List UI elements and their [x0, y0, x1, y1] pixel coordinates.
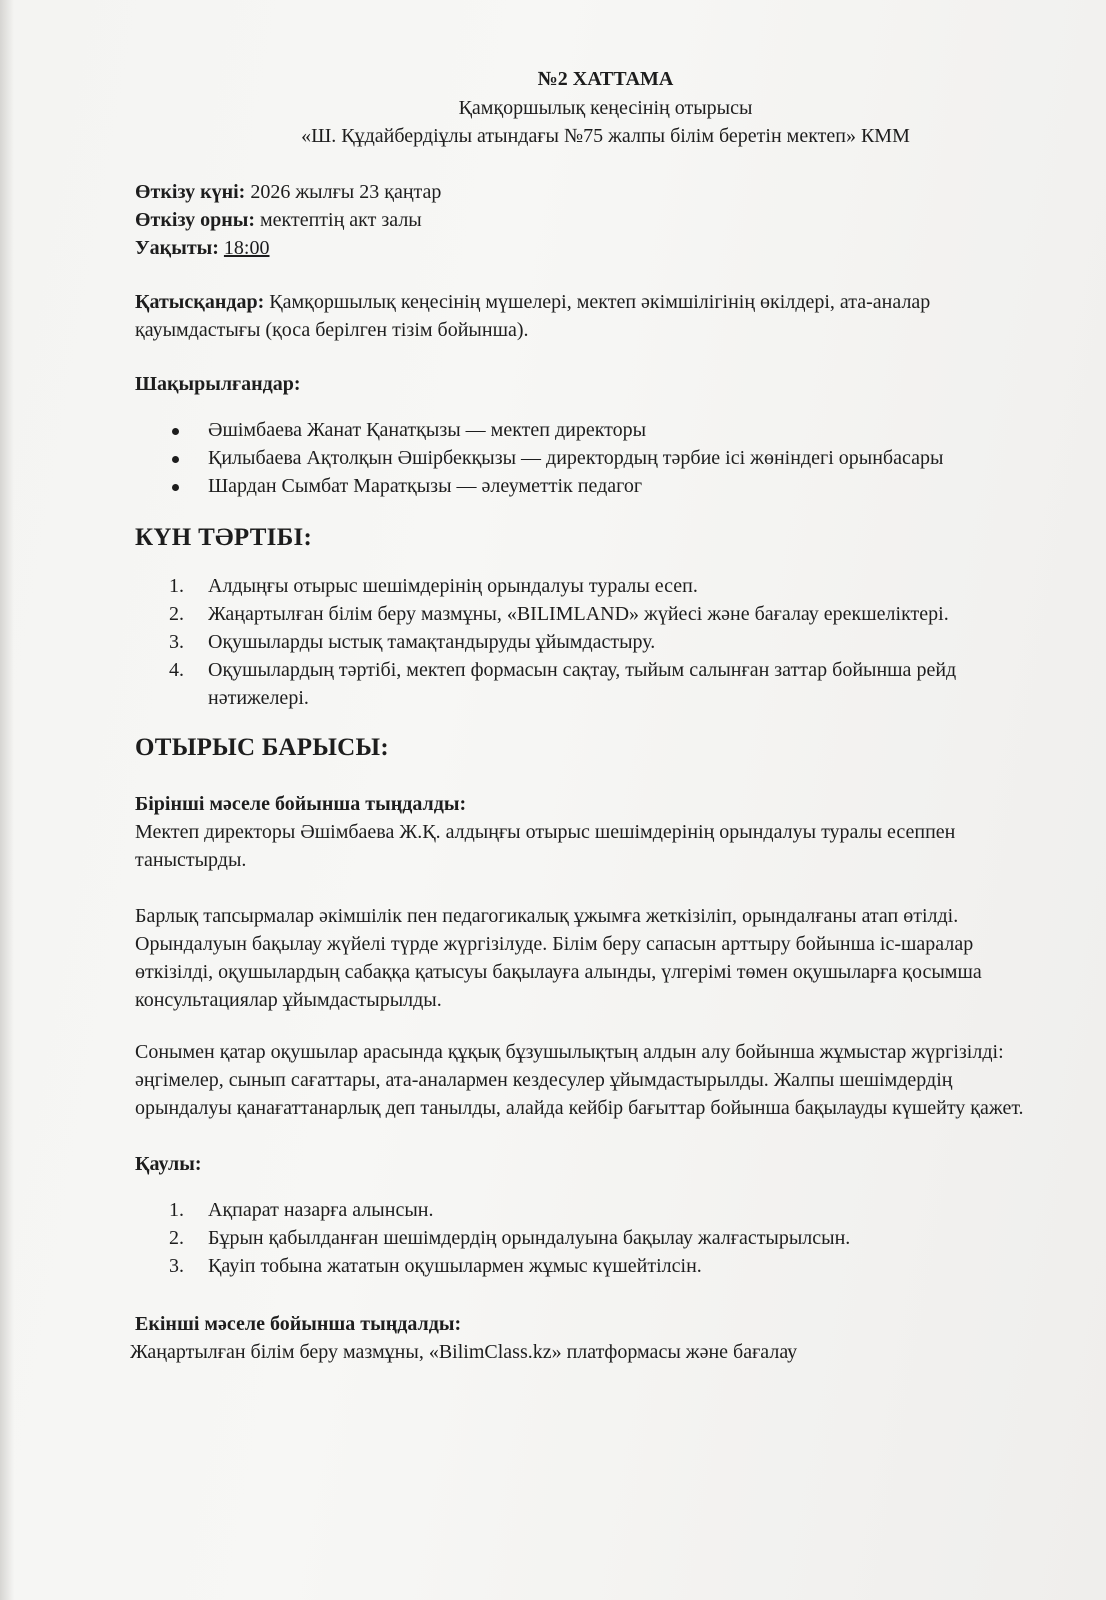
list-item	[135, 472, 1036, 500]
place-value: мектептің акт залы	[255, 209, 422, 231]
paragraph: Барлық тапсырмалар әкімшілік пен педагогикалық ұжымға жеткізіліп, орындалғаны атап өтілді. Орындалуын бақылау жүйелі түрде жүргізілуде. Білім беру сапасын арттыру бойынша іс-шаралар өткізілді, оқушылардың сабаққа қатысуы бақылауға алынды, үлгерімі төмен оқушыларға қосымша консультациялар ұйымдастырылды.	[135, 905, 982, 1011]
participants-label: Қатысқандар:	[135, 291, 265, 313]
meeting-place	[135, 206, 1036, 234]
time-label: Уақыты:	[135, 237, 219, 259]
list-item	[135, 600, 1036, 628]
second-question-text: Жаңартылған білім беру мазмұны, «BilimClass.kz» платформасы және бағалау	[130, 1341, 798, 1363]
agenda-list	[135, 572, 1036, 712]
meeting-time	[135, 234, 1036, 262]
item-text: Оқушыларды ыстық тамақтандыруды ұйымдастыру.	[208, 631, 656, 653]
resolution-list	[135, 1196, 1036, 1280]
item-text: Жаңартылған білім беру мазмұны, «BILIMLAND» жүйесі және бағалау ерекшеліктері.	[208, 603, 949, 625]
meeting-title: Қамқоршылық кеңесінің отырысы	[458, 97, 753, 119]
first-question-heading: Бірінші мәселе бойынша тыңдалды:	[135, 793, 467, 815]
list-item	[135, 1196, 1036, 1224]
proceedings-heading: ОТЫРЫС БАРЫСЫ:	[135, 734, 389, 761]
meeting-meta	[135, 178, 1036, 262]
item-text: Ақпарат назарға алынсын.	[208, 1199, 434, 1221]
item-text: Оқушылардың тәртібі, мектеп формасын сақтау, тыйым салынған заттар бойынша рейд нәтижелері.	[208, 659, 957, 709]
item-number: 1.	[169, 1199, 184, 1221]
item-number: 1.	[169, 575, 184, 597]
participants-text: Қамқоршылық кеңесінің мүшелері, мектеп әкімшілігінің өкілдері, ата-аналар қауымдастығы (қоса берілген тізім бойынша).	[135, 291, 931, 341]
page-edge-shadow	[0, 0, 14, 1600]
item-number: 3.	[169, 631, 184, 653]
item-number: 4.	[169, 659, 184, 681]
list-item	[135, 628, 1036, 656]
resolution-heading: Қаулы:	[135, 1153, 202, 1175]
bullet-icon	[172, 484, 179, 491]
agenda-heading: КҮН ТӘРТІБІ:	[135, 524, 313, 551]
meeting-date	[135, 178, 1036, 206]
place-label: Өткізу орны:	[135, 209, 255, 231]
list-item	[135, 656, 1036, 712]
document-header	[175, 64, 1036, 150]
list-item	[135, 444, 1036, 472]
date-value: 2026 жылғы 23 қаңтар	[245, 181, 442, 203]
time-value: 18:00	[223, 237, 270, 259]
school-name: «Ш. Құдайбердіұлы атындағы №75 жалпы білім беретін мектеп» КММ	[301, 125, 910, 147]
second-question-heading: Екінші мәселе бойынша тыңдалды:	[135, 1313, 462, 1335]
item-number: 3.	[169, 1255, 184, 1277]
bullet-icon	[172, 428, 179, 435]
list-item	[135, 1224, 1036, 1252]
item-text: Қауіп тобына жататын оқушылармен жұмыс күшейтілсін.	[208, 1255, 702, 1277]
list-item	[135, 572, 1036, 600]
list-item	[135, 416, 1036, 444]
participants	[135, 288, 1036, 344]
list-item	[135, 1252, 1036, 1280]
invited-list	[135, 416, 1036, 500]
date-label: Өткізу күні:	[135, 181, 246, 203]
item-number: 2.	[169, 603, 184, 625]
item-number: 2.	[169, 1227, 184, 1249]
invited-item-text: Әшімбаева Жанат Қанатқызы — мектеп директоры	[208, 419, 647, 441]
invited-item-text: Шардан Сымбат Маратқызы — әлеуметтік педагог	[208, 475, 643, 497]
invited-item-text: Қилыбаева Ақтолқын Әшірбекқызы — директордың тәрбие ісі жөніндегі орынбасары	[208, 447, 944, 469]
first-question-text: Мектеп директоры Әшімбаева Ж.Қ. алдыңғы отырыс шешімдерінің орындалуы туралы есеппен таныстырды.	[135, 821, 956, 871]
protocol-number: №2 ХАТТАМА	[537, 68, 674, 90]
paragraph: Сонымен қатар оқушылар арасында құқық бұзушылықтың алдын алу бойынша жұмыстар жүргізілді: әңгімелер, сынып сағаттары, ата-аналармен кездесулер ұйымдастырылды. Жалпы шешімдердің орындалуы қанағаттанарлық деп танылды, алайда кейбір бағыттар бойынша бақылауды күшейту қажет.	[135, 1041, 1024, 1119]
bullet-icon	[172, 456, 179, 463]
item-text: Бұрын қабылданған шешімдердің орындалуына бақылау жалғастырылсын.	[208, 1227, 851, 1249]
invited-heading: Шақырылғандар:	[135, 373, 301, 395]
item-text: Алдыңғы отырыс шешімдерінің орындалуы туралы есеп.	[208, 575, 698, 597]
